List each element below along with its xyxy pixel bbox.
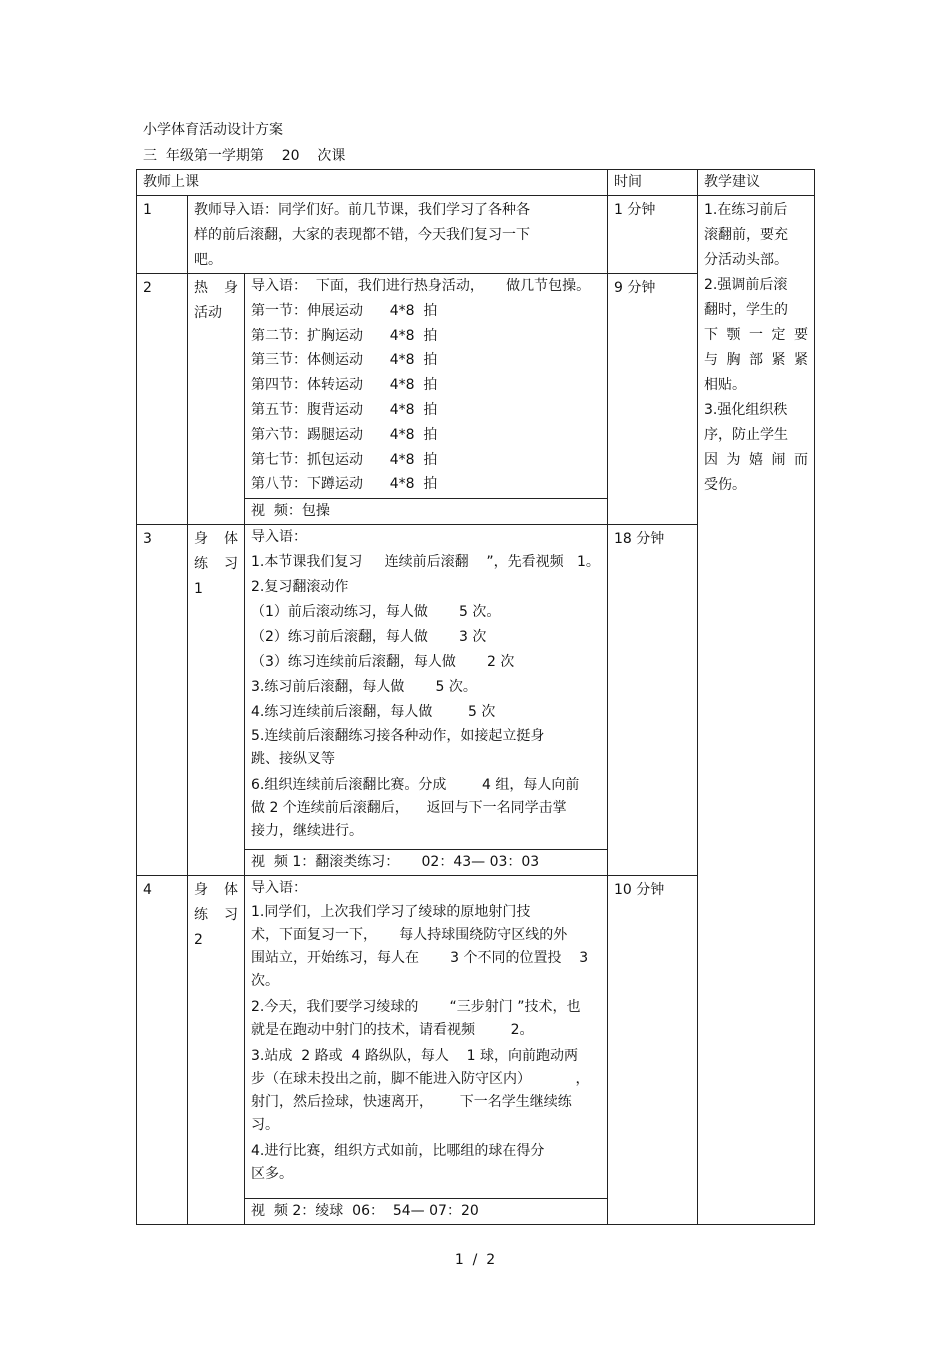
content-line: 习。: [251, 1117, 279, 1133]
content-line: 就是在跑动中射门的技术，请看视频 2。: [251, 1022, 534, 1038]
practice1-content: [245, 525, 608, 850]
advice-cell: [698, 196, 815, 1225]
video-cell: 视 频 2：绫球 06： 54— 07：20: [245, 1199, 608, 1225]
table-row: [137, 196, 815, 274]
advice-line: 因 为 嬉 闹 而: [704, 452, 808, 468]
content-line: 4.进行比赛，组织方式如前，比哪组的球在得分: [251, 1143, 545, 1159]
content-line: 射门，然后捡球，快速离开， 下一名学生继续练: [251, 1094, 572, 1110]
category-line: 2: [194, 932, 203, 948]
content-line: 接力，继续进行。: [251, 823, 363, 839]
content-line: 第六节：踢腿运动 4*8 拍: [251, 426, 438, 443]
lesson-subtitle: 三 年级第一学期第 20 次课: [143, 148, 346, 164]
time-cell: 9 分钟: [608, 274, 698, 525]
header-advice: 教学建议: [698, 170, 815, 196]
content-line: 围站立，开始练习，每人在 3 个不同的位置投 3: [251, 950, 589, 966]
intro-line: 教师导入语：同学们好。前几节课，我们学习了各种各: [194, 202, 530, 218]
intro-cell: [188, 196, 608, 274]
advice-line: 受伤。: [704, 477, 746, 493]
row-number: 4: [137, 876, 188, 1225]
intro-line: 样的前后滚翻，大家的表现都不错，今天我们复习一下: [194, 227, 530, 243]
advice-line: 滚翻前，要充: [704, 227, 788, 243]
content-line: （3）练习连续前后滚翻，每人做 2 次: [251, 654, 515, 670]
header-time: 时间: [608, 170, 698, 196]
content-line: 3.站成 2 路或 4 路纵队，每人 1 球，向前跑动两: [251, 1048, 579, 1064]
category-line: 身 体: [194, 531, 238, 547]
content-line: 3.练习前后滚翻，每人做 5 次。: [251, 679, 477, 695]
content-line: 第七节：抓包运动 4*8 拍: [251, 451, 438, 468]
category-line: 活动: [194, 305, 222, 321]
content-line: 第八节：下蹲运动 4*8 拍: [251, 476, 438, 493]
advice-line: 分活动头部。: [704, 252, 788, 268]
content-line: 术，下面复习一下， 每人持球围绕防守区线的外: [251, 927, 568, 943]
category-line: 热 身: [194, 280, 238, 296]
advice-line: 下 颚 一 定 要: [704, 327, 808, 343]
time-cell: 10 分钟: [608, 876, 698, 1225]
category-line: 练 习: [194, 556, 238, 572]
advice-line: 与 胸 部 紧 紧: [704, 352, 808, 368]
content-line: 导入语：: [251, 880, 307, 896]
practice2-content: [245, 876, 608, 1199]
content-line: 第四节：体转运动 4*8 拍: [251, 377, 438, 394]
content-line: 4.练习连续前后滚翻，每人做 5 次: [251, 704, 496, 720]
content-line: 2.今天，我们要学习绫球的 “三步射门 ”技术，也: [251, 999, 581, 1015]
warmup-content: [245, 274, 608, 499]
content-line: 2.复习翻滚动作: [251, 579, 349, 595]
category-cell: [188, 274, 245, 525]
advice-line: 1.在练习前后: [704, 202, 788, 218]
intro-line: 吧。: [194, 252, 222, 268]
advice-line: 2.强调前后滚: [704, 277, 788, 293]
category-line: 练 习: [194, 907, 238, 923]
advice-line: 序，防止学生: [704, 427, 788, 443]
row-number: 1: [137, 196, 188, 274]
advice-line: 相贴。: [704, 377, 746, 393]
content-line: 跳、接纵叉等: [251, 751, 335, 767]
row-number: 2: [137, 274, 188, 525]
advice-line: 翻时，学生的: [704, 302, 788, 318]
page-number: 1 / 2: [454, 1252, 496, 1268]
content-line: 第一节：伸展运动 4*8 拍: [251, 302, 438, 319]
category-line: 身 体: [194, 882, 238, 898]
category-cell: [188, 525, 245, 876]
document-title: 小学体育活动设计方案: [143, 122, 283, 138]
category-line: 1: [194, 581, 203, 597]
video-cell: 视 频 1：翻滚类练习： 02：43— 03：03: [245, 850, 608, 876]
advice-line: 3.强化组织秩: [704, 402, 788, 418]
category-cell: [188, 876, 245, 1225]
content-line: 导入语：: [251, 529, 307, 545]
content-line: （2）练习前后滚翻，每人做 3 次: [251, 629, 487, 645]
content-line: 第三节：体侧运动 4*8 拍: [251, 352, 438, 369]
content-line: 6.组织连续前后滚翻比赛。分成 4 组，每人向前: [251, 777, 580, 793]
content-line: 区多。: [251, 1166, 293, 1182]
content-line: 步（在球未投出之前，脚不能进入防守区内） ，: [251, 1071, 590, 1087]
time-cell: 1 分钟: [608, 196, 698, 274]
content-line: 1.同学们，上次我们学习了绫球的原地射门技: [251, 904, 531, 920]
time-cell: 18 分钟: [608, 525, 698, 876]
content-line: 导入语： 下面，我们进行热身活动， 做几节包操。: [251, 278, 591, 294]
content-line: 第五节：腹背运动 4*8 拍: [251, 401, 438, 418]
content-line: 做 2 个连续前后滚翻后， 返回与下一名同学击掌: [251, 800, 567, 816]
content-line: 5.连续前后滚翻练习接各种动作，如接起立挺身: [251, 728, 545, 744]
video-cell: 视 频：包操: [245, 499, 608, 525]
content-line: 第二节：扩胸运动 4*8 拍: [251, 327, 438, 344]
content-line: 1.本节课我们复习 连续前后滚翻 ”，先看视频 1。: [251, 554, 600, 570]
row-number: 3: [137, 525, 188, 876]
lesson-plan-table: [136, 169, 815, 1225]
header-teacher: 教师上课: [137, 170, 608, 196]
content-line: （1）前后滚动练习，每人做 5 次。: [251, 604, 501, 620]
content-line: 次。: [251, 973, 279, 989]
